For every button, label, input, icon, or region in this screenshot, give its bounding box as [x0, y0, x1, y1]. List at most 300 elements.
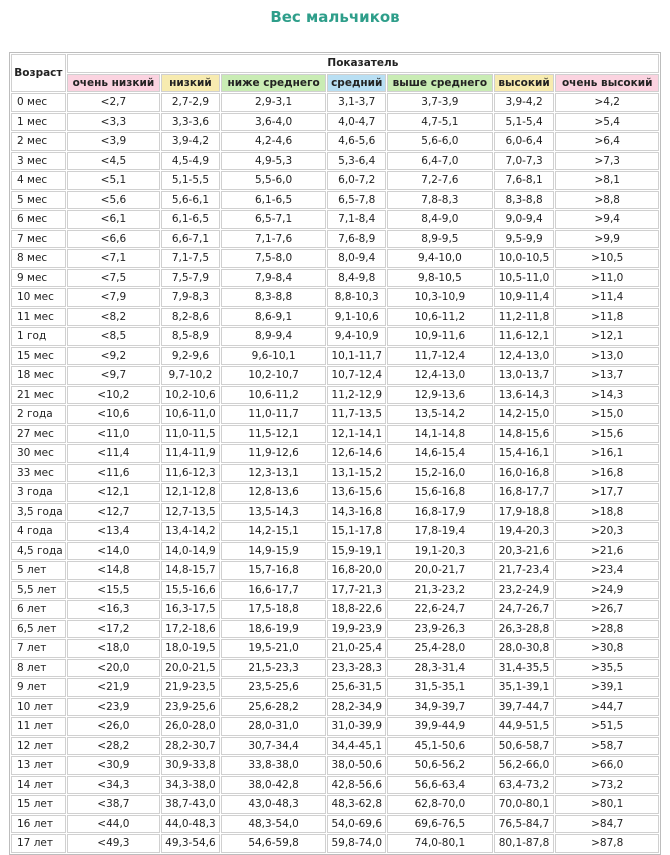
value-cell-above-average: 39,9-44,9	[387, 717, 492, 736]
value-cell-very-high: >23,4	[555, 561, 659, 580]
value-cell-high: 15,4-16,1	[494, 444, 555, 463]
value-cell-low: 12,7-13,5	[161, 503, 220, 522]
value-cell-below-average: 4,9-5,3	[221, 152, 326, 171]
value-cell-average: 14,3-16,8	[327, 503, 386, 522]
value-cell-above-average: 14,6-15,4	[387, 444, 492, 463]
value-cell-low: 7,5-7,9	[161, 269, 220, 288]
value-cell-low: 16,3-17,5	[161, 600, 220, 619]
value-cell-below-average: 11,0-11,7	[221, 405, 326, 424]
value-cell-low: 10,6-11,0	[161, 405, 220, 424]
value-cell-low: 5,6-6,1	[161, 191, 220, 210]
column-header-very-low: очень низкий	[67, 74, 160, 93]
value-cell-high: 3,9-4,2	[494, 93, 555, 112]
value-cell-high: 7,0-7,3	[494, 152, 555, 171]
value-cell-very-high: >5,4	[555, 113, 659, 132]
column-header-average: средний	[327, 74, 386, 93]
value-cell-above-average: 45,1-50,6	[387, 737, 492, 756]
value-cell-below-average: 14,9-15,9	[221, 542, 326, 561]
table-row	[11, 522, 659, 541]
age-cell: 1 мес	[11, 113, 66, 132]
value-cell-above-average: 56,6-63,4	[387, 776, 492, 795]
value-cell-very-low: <11,0	[67, 425, 160, 444]
table-row	[11, 464, 659, 483]
value-cell-very-low: <8,5	[67, 327, 160, 346]
value-cell-very-high: >28,8	[555, 620, 659, 639]
column-header-below-average: ниже среднего	[221, 74, 326, 93]
value-cell-very-low: <4,5	[67, 152, 160, 171]
value-cell-average: 38,0-50,6	[327, 756, 386, 775]
value-cell-above-average: 8,9-9,5	[387, 230, 492, 249]
value-cell-high: 26,3-28,8	[494, 620, 555, 639]
value-cell-below-average: 43,0-48,3	[221, 795, 326, 814]
value-cell-high: 80,1-87,8	[494, 834, 555, 853]
age-cell: 3 мес	[11, 152, 66, 171]
value-cell-very-low: <23,9	[67, 698, 160, 717]
table-row	[11, 93, 659, 112]
weight-table-container	[9, 52, 661, 855]
value-cell-very-high: >17,7	[555, 483, 659, 502]
age-cell: 7 лет	[11, 639, 66, 658]
table-row	[11, 776, 659, 795]
value-cell-very-low: <9,7	[67, 366, 160, 385]
value-cell-high: 17,9-18,8	[494, 503, 555, 522]
value-cell-average: 18,8-22,6	[327, 600, 386, 619]
value-cell-very-high: >9,4	[555, 210, 659, 229]
value-cell-low: 11,4-11,9	[161, 444, 220, 463]
value-cell-above-average: 10,9-11,6	[387, 327, 492, 346]
age-cell: 2 мес	[11, 132, 66, 151]
value-cell-very-low: <5,6	[67, 191, 160, 210]
table-row	[11, 171, 659, 190]
value-cell-average: 28,2-34,9	[327, 698, 386, 717]
value-cell-high: 9,0-9,4	[494, 210, 555, 229]
value-cell-very-low: <5,1	[67, 171, 160, 190]
value-cell-below-average: 48,3-54,0	[221, 815, 326, 834]
value-cell-above-average: 10,3-10,9	[387, 288, 492, 307]
value-cell-very-high: >13,0	[555, 347, 659, 366]
value-cell-above-average: 5,6-6,0	[387, 132, 492, 151]
value-cell-high: 10,0-10,5	[494, 249, 555, 268]
age-cell: 5,5 лет	[11, 581, 66, 600]
age-cell: 10 мес	[11, 288, 66, 307]
table-row	[11, 230, 659, 249]
value-cell-very-low: <9,2	[67, 347, 160, 366]
value-cell-average: 13,6-15,6	[327, 483, 386, 502]
value-cell-very-low: <13,4	[67, 522, 160, 541]
age-cell: 13 лет	[11, 756, 66, 775]
age-cell: 30 мес	[11, 444, 66, 463]
value-cell-average: 12,1-14,1	[327, 425, 386, 444]
value-cell-above-average: 34,9-39,7	[387, 698, 492, 717]
value-cell-very-low: <11,6	[67, 464, 160, 483]
value-cell-above-average: 8,4-9,0	[387, 210, 492, 229]
value-cell-very-low: <6,6	[67, 230, 160, 249]
value-cell-average: 11,7-13,5	[327, 405, 386, 424]
value-cell-average: 8,0-9,4	[327, 249, 386, 268]
age-cell: 14 лет	[11, 776, 66, 795]
value-cell-high: 16,0-16,8	[494, 464, 555, 483]
value-cell-above-average: 74,0-80,1	[387, 834, 492, 853]
value-cell-very-high: >58,7	[555, 737, 659, 756]
table-row	[11, 386, 659, 405]
value-cell-very-high: >80,1	[555, 795, 659, 814]
value-cell-average: 7,1-8,4	[327, 210, 386, 229]
age-cell: 21 мес	[11, 386, 66, 405]
value-cell-very-low: <38,7	[67, 795, 160, 814]
value-cell-very-high: >13,7	[555, 366, 659, 385]
age-cell: 7 мес	[11, 230, 66, 249]
value-cell-very-high: >7,3	[555, 152, 659, 171]
table-row	[11, 659, 659, 678]
value-cell-above-average: 31,5-35,1	[387, 678, 492, 697]
value-cell-below-average: 7,9-8,4	[221, 269, 326, 288]
value-cell-high: 8,3-8,8	[494, 191, 555, 210]
value-cell-average: 31,0-39,9	[327, 717, 386, 736]
value-cell-very-high: >16,8	[555, 464, 659, 483]
value-cell-very-low: <7,9	[67, 288, 160, 307]
value-cell-high: 16,8-17,7	[494, 483, 555, 502]
value-cell-below-average: 9,6-10,1	[221, 347, 326, 366]
table-row	[11, 639, 659, 658]
value-cell-very-high: >24,9	[555, 581, 659, 600]
value-cell-high: 50,6-58,7	[494, 737, 555, 756]
age-cell: 1 год	[11, 327, 66, 346]
value-cell-above-average: 6,4-7,0	[387, 152, 492, 171]
table-row	[11, 210, 659, 229]
value-cell-very-low: <12,1	[67, 483, 160, 502]
value-cell-high: 13,6-14,3	[494, 386, 555, 405]
value-cell-very-high: >20,3	[555, 522, 659, 541]
table-row	[11, 269, 659, 288]
indicator-group-header: Показатель	[67, 54, 659, 73]
value-cell-low: 38,7-43,0	[161, 795, 220, 814]
value-cell-above-average: 7,8-8,3	[387, 191, 492, 210]
table-row	[11, 327, 659, 346]
value-cell-very-low: <21,9	[67, 678, 160, 697]
value-cell-very-low: <44,0	[67, 815, 160, 834]
age-cell: 6 лет	[11, 600, 66, 619]
age-cell: 9 лет	[11, 678, 66, 697]
value-cell-low: 30,9-33,8	[161, 756, 220, 775]
value-cell-below-average: 21,5-23,3	[221, 659, 326, 678]
age-cell: 0 мес	[11, 93, 66, 112]
age-cell: 11 лет	[11, 717, 66, 736]
value-cell-low: 8,5-8,9	[161, 327, 220, 346]
value-cell-very-low: <12,7	[67, 503, 160, 522]
value-cell-below-average: 8,6-9,1	[221, 308, 326, 327]
value-cell-very-low: <7,1	[67, 249, 160, 268]
value-cell-above-average: 25,4-28,0	[387, 639, 492, 658]
weight-table	[9, 52, 661, 855]
table-row	[11, 425, 659, 444]
value-cell-very-high: >14,3	[555, 386, 659, 405]
value-cell-below-average: 3,6-4,0	[221, 113, 326, 132]
value-cell-high: 28,0-30,8	[494, 639, 555, 658]
value-cell-very-high: >26,7	[555, 600, 659, 619]
value-cell-very-low: <16,3	[67, 600, 160, 619]
value-cell-very-high: >66,0	[555, 756, 659, 775]
table-row	[11, 581, 659, 600]
value-cell-high: 14,8-15,6	[494, 425, 555, 444]
value-cell-average: 6,0-7,2	[327, 171, 386, 190]
value-cell-very-high: >9,9	[555, 230, 659, 249]
value-cell-high: 21,7-23,4	[494, 561, 555, 580]
value-cell-above-average: 10,6-11,2	[387, 308, 492, 327]
value-cell-below-average: 8,3-8,8	[221, 288, 326, 307]
age-cell: 8 лет	[11, 659, 66, 678]
table-row	[11, 249, 659, 268]
value-cell-low: 26,0-28,0	[161, 717, 220, 736]
column-header-high: высокий	[494, 74, 555, 93]
value-cell-low: 9,7-10,2	[161, 366, 220, 385]
value-cell-very-high: >8,1	[555, 171, 659, 190]
value-cell-average: 34,4-45,1	[327, 737, 386, 756]
table-row	[11, 542, 659, 561]
value-cell-average: 42,8-56,6	[327, 776, 386, 795]
value-cell-very-high: >73,2	[555, 776, 659, 795]
table-row	[11, 113, 659, 132]
value-cell-below-average: 54,6-59,8	[221, 834, 326, 853]
value-cell-above-average: 12,4-13,0	[387, 366, 492, 385]
value-cell-very-high: >11,0	[555, 269, 659, 288]
value-cell-high: 13,0-13,7	[494, 366, 555, 385]
value-cell-low: 34,3-38,0	[161, 776, 220, 795]
table-row	[11, 366, 659, 385]
value-cell-above-average: 14,1-14,8	[387, 425, 492, 444]
value-cell-low: 6,1-6,5	[161, 210, 220, 229]
value-cell-average: 13,1-15,2	[327, 464, 386, 483]
table-row	[11, 503, 659, 522]
value-cell-high: 23,2-24,9	[494, 581, 555, 600]
value-cell-high: 11,2-11,8	[494, 308, 555, 327]
value-cell-low: 6,6-7,1	[161, 230, 220, 249]
value-cell-above-average: 9,8-10,5	[387, 269, 492, 288]
value-cell-above-average: 23,9-26,3	[387, 620, 492, 639]
age-cell: 6,5 лет	[11, 620, 66, 639]
value-cell-very-high: >39,1	[555, 678, 659, 697]
value-cell-high: 31,4-35,5	[494, 659, 555, 678]
value-cell-average: 59,8-74,0	[327, 834, 386, 853]
value-cell-below-average: 2,9-3,1	[221, 93, 326, 112]
value-cell-high: 19,4-20,3	[494, 522, 555, 541]
value-cell-low: 4,5-4,9	[161, 152, 220, 171]
value-cell-below-average: 6,5-7,1	[221, 210, 326, 229]
value-cell-high: 12,4-13,0	[494, 347, 555, 366]
value-cell-very-high: >8,8	[555, 191, 659, 210]
value-cell-high: 70,0-80,1	[494, 795, 555, 814]
value-cell-low: 3,9-4,2	[161, 132, 220, 151]
value-cell-below-average: 33,8-38,0	[221, 756, 326, 775]
value-cell-low: 5,1-5,5	[161, 171, 220, 190]
age-cell: 15 лет	[11, 795, 66, 814]
value-cell-low: 23,9-25,6	[161, 698, 220, 717]
value-cell-very-high: >15,0	[555, 405, 659, 424]
table-row	[11, 815, 659, 834]
value-cell-high: 56,2-66,0	[494, 756, 555, 775]
value-cell-below-average: 8,9-9,4	[221, 327, 326, 346]
value-cell-below-average: 4,2-4,6	[221, 132, 326, 151]
value-cell-above-average: 7,2-7,6	[387, 171, 492, 190]
value-cell-below-average: 18,6-19,9	[221, 620, 326, 639]
age-cell: 3,5 года	[11, 503, 66, 522]
value-cell-above-average: 21,3-23,2	[387, 581, 492, 600]
value-cell-above-average: 13,5-14,2	[387, 405, 492, 424]
value-cell-below-average: 25,6-28,2	[221, 698, 326, 717]
value-cell-low: 9,2-9,6	[161, 347, 220, 366]
value-cell-very-high: >51,5	[555, 717, 659, 736]
value-cell-average: 10,1-11,7	[327, 347, 386, 366]
table-row	[11, 678, 659, 697]
value-cell-low: 18,0-19,5	[161, 639, 220, 658]
value-cell-average: 25,6-31,5	[327, 678, 386, 697]
value-cell-below-average: 38,0-42,8	[221, 776, 326, 795]
value-cell-very-low: <6,1	[67, 210, 160, 229]
value-cell-low: 49,3-54,6	[161, 834, 220, 853]
age-cell: 11 мес	[11, 308, 66, 327]
value-cell-very-high: >21,6	[555, 542, 659, 561]
age-cell: 4,5 года	[11, 542, 66, 561]
value-cell-very-low: <14,8	[67, 561, 160, 580]
age-cell: 33 мес	[11, 464, 66, 483]
value-cell-above-average: 4,7-5,1	[387, 113, 492, 132]
value-cell-very-low: <2,7	[67, 93, 160, 112]
value-cell-average: 17,7-21,3	[327, 581, 386, 600]
table-body	[11, 93, 659, 853]
value-cell-very-high: >12,1	[555, 327, 659, 346]
value-cell-low: 20,0-21,5	[161, 659, 220, 678]
value-cell-average: 54,0-69,6	[327, 815, 386, 834]
value-cell-average: 15,1-17,8	[327, 522, 386, 541]
value-cell-low: 28,2-30,7	[161, 737, 220, 756]
value-cell-very-high: >18,8	[555, 503, 659, 522]
age-cell: 9 мес	[11, 269, 66, 288]
value-cell-high: 7,6-8,1	[494, 171, 555, 190]
value-cell-above-average: 28,3-31,4	[387, 659, 492, 678]
value-cell-above-average: 22,6-24,7	[387, 600, 492, 619]
value-cell-low: 11,6-12,3	[161, 464, 220, 483]
value-cell-below-average: 12,3-13,1	[221, 464, 326, 483]
value-cell-below-average: 13,5-14,3	[221, 503, 326, 522]
value-cell-above-average: 17,8-19,4	[387, 522, 492, 541]
value-cell-very-low: <17,2	[67, 620, 160, 639]
value-cell-average: 9,1-10,6	[327, 308, 386, 327]
value-cell-above-average: 11,7-12,4	[387, 347, 492, 366]
value-cell-high: 9,5-9,9	[494, 230, 555, 249]
table-row	[11, 756, 659, 775]
value-cell-average: 8,8-10,3	[327, 288, 386, 307]
value-cell-high: 5,1-5,4	[494, 113, 555, 132]
value-cell-low: 44,0-48,3	[161, 815, 220, 834]
value-cell-average: 16,8-20,0	[327, 561, 386, 580]
value-cell-very-low: <3,3	[67, 113, 160, 132]
value-cell-very-high: >16,1	[555, 444, 659, 463]
page-title: Вес мальчиков	[270, 8, 400, 26]
value-cell-above-average: 15,6-16,8	[387, 483, 492, 502]
value-cell-very-low: <15,5	[67, 581, 160, 600]
value-cell-very-low: <30,9	[67, 756, 160, 775]
value-cell-below-average: 10,6-11,2	[221, 386, 326, 405]
value-cell-very-high: >84,7	[555, 815, 659, 834]
value-cell-above-average: 12,9-13,6	[387, 386, 492, 405]
value-cell-average: 21,0-25,4	[327, 639, 386, 658]
value-cell-very-low: <8,2	[67, 308, 160, 327]
value-cell-very-high: >30,8	[555, 639, 659, 658]
table-row	[11, 347, 659, 366]
value-cell-below-average: 11,5-12,1	[221, 425, 326, 444]
age-cell: 17 лет	[11, 834, 66, 853]
value-cell-high: 10,5-11,0	[494, 269, 555, 288]
value-cell-below-average: 12,8-13,6	[221, 483, 326, 502]
value-cell-very-high: >10,5	[555, 249, 659, 268]
table-row	[11, 405, 659, 424]
value-cell-average: 19,9-23,9	[327, 620, 386, 639]
age-cell: 3 года	[11, 483, 66, 502]
value-cell-very-low: <14,0	[67, 542, 160, 561]
value-cell-average: 4,6-5,6	[327, 132, 386, 151]
value-cell-low: 13,4-14,2	[161, 522, 220, 541]
value-cell-high: 6,0-6,4	[494, 132, 555, 151]
age-cell: 12 лет	[11, 737, 66, 756]
table-row	[11, 308, 659, 327]
table-row	[11, 444, 659, 463]
table-row	[11, 698, 659, 717]
value-cell-very-high: >44,7	[555, 698, 659, 717]
value-cell-low: 15,5-16,6	[161, 581, 220, 600]
age-cell: 27 мес	[11, 425, 66, 444]
value-cell-very-low: <7,5	[67, 269, 160, 288]
age-cell: 5 мес	[11, 191, 66, 210]
value-cell-low: 12,1-12,8	[161, 483, 220, 502]
value-cell-above-average: 50,6-56,2	[387, 756, 492, 775]
value-cell-average: 15,9-19,1	[327, 542, 386, 561]
value-cell-average: 3,1-3,7	[327, 93, 386, 112]
value-cell-below-average: 7,5-8,0	[221, 249, 326, 268]
age-cell: 4 года	[11, 522, 66, 541]
value-cell-average: 4,0-4,7	[327, 113, 386, 132]
value-cell-high: 63,4-73,2	[494, 776, 555, 795]
value-cell-very-low: <10,6	[67, 405, 160, 424]
value-cell-below-average: 11,9-12,6	[221, 444, 326, 463]
value-cell-below-average: 14,2-15,1	[221, 522, 326, 541]
value-cell-low: 2,7-2,9	[161, 93, 220, 112]
value-cell-high: 39,7-44,7	[494, 698, 555, 717]
age-cell: 15 мес	[11, 347, 66, 366]
age-column-header: Возраст	[11, 54, 66, 92]
table-row	[11, 620, 659, 639]
value-cell-very-low: <18,0	[67, 639, 160, 658]
value-cell-low: 7,9-8,3	[161, 288, 220, 307]
column-header-above-average: выше среднего	[387, 74, 492, 93]
age-cell: 8 мес	[11, 249, 66, 268]
value-cell-low: 7,1-7,5	[161, 249, 220, 268]
value-cell-average: 7,6-8,9	[327, 230, 386, 249]
table-row	[11, 152, 659, 171]
value-cell-very-high: >6,4	[555, 132, 659, 151]
value-cell-average: 6,5-7,8	[327, 191, 386, 210]
value-cell-above-average: 62,8-70,0	[387, 795, 492, 814]
value-cell-very-low: <10,2	[67, 386, 160, 405]
value-cell-low: 8,2-8,6	[161, 308, 220, 327]
value-cell-very-high: >11,8	[555, 308, 659, 327]
value-cell-average: 5,3-6,4	[327, 152, 386, 171]
table-row	[11, 600, 659, 619]
table-row	[11, 132, 659, 151]
value-cell-very-high: >35,5	[555, 659, 659, 678]
value-cell-low: 21,9-23,5	[161, 678, 220, 697]
table-row	[11, 737, 659, 756]
value-cell-average: 9,4-10,9	[327, 327, 386, 346]
value-cell-low: 14,0-14,9	[161, 542, 220, 561]
